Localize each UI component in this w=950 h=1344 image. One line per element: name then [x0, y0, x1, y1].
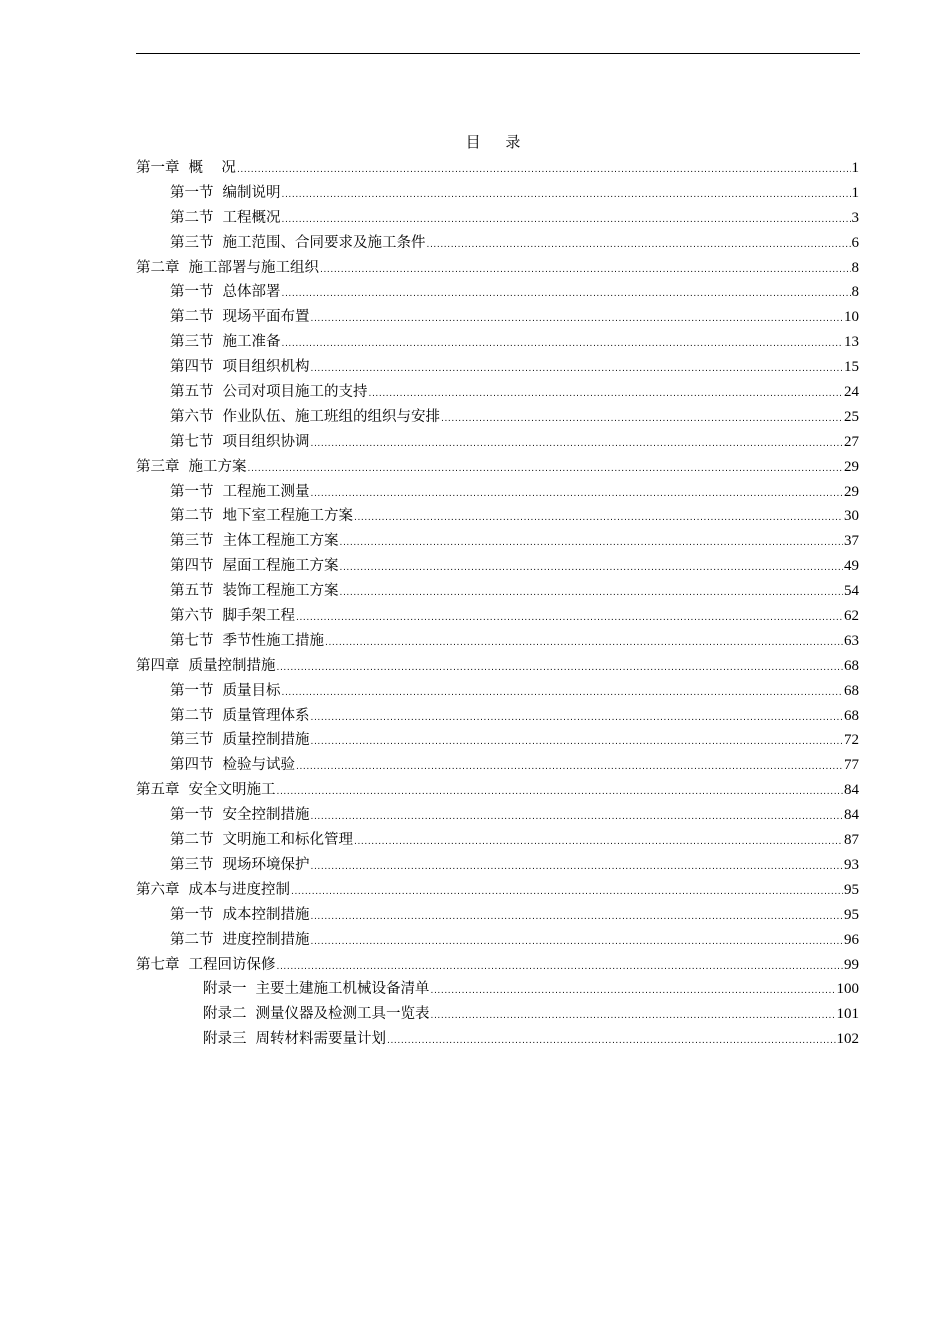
- toc-dot-leader: [291, 880, 843, 905]
- toc-entry-number: 第四节: [170, 558, 214, 575]
- toc-entry-title: 工程施工测量: [222, 483, 310, 500]
- toc-entry[interactable]: [136, 330, 859, 355]
- toc-entry[interactable]: [136, 654, 859, 679]
- toc-entry-number: 第六节: [170, 608, 214, 625]
- toc-entry-number: 第三节: [170, 732, 214, 749]
- toc-entry-number: 第七章: [136, 956, 180, 973]
- toc-entry[interactable]: [136, 355, 859, 380]
- toc-entry-page: 95: [844, 881, 859, 898]
- toc-entry-title: 主要土建施工机械设备清单: [255, 981, 430, 998]
- toc-dot-leader: [282, 332, 844, 357]
- toc-dot-leader: [354, 506, 843, 531]
- toc-entry-page: 100: [836, 981, 859, 998]
- toc-dot-leader: [296, 755, 843, 780]
- toc-entry[interactable]: [136, 206, 859, 231]
- toc-entry-title: 工程回访保修: [188, 956, 276, 973]
- toc-entry[interactable]: [136, 156, 859, 181]
- toc-entry[interactable]: [136, 579, 859, 604]
- toc-entry-page: 10: [844, 309, 859, 326]
- toc-entry-number: 附录三: [203, 1031, 247, 1048]
- toc-entry-page: 102: [836, 1031, 859, 1048]
- toc-entry-number: 第二节: [170, 309, 214, 326]
- toc-entry-page: 87: [844, 832, 859, 849]
- toc-dot-leader: [387, 1029, 836, 1054]
- toc-entry-title: 工程概况: [222, 209, 281, 226]
- toc-entry-page: 84: [844, 807, 859, 824]
- toc-entry-number: 第七节: [170, 632, 214, 649]
- toc-entry-number: 第一节: [170, 682, 214, 699]
- toc-entry-number: 第六节: [170, 408, 214, 425]
- toc-dot-leader: [248, 457, 844, 482]
- toc-entry-page: 8: [851, 284, 859, 301]
- toc-entry-number: 第四节: [170, 757, 214, 774]
- toc-entry-number: 第一章: [136, 160, 180, 176]
- toc-entry[interactable]: [136, 529, 859, 554]
- toc-dot-leader: [311, 730, 844, 755]
- header-rule: [136, 53, 860, 54]
- toc-entry-title: 安全控制措施: [222, 807, 310, 824]
- toc-dot-leader: [311, 432, 844, 457]
- toc-entry-page: 27: [844, 433, 859, 450]
- toc-entry-page: 30: [844, 508, 859, 525]
- toc-entry-number: 第二节: [170, 931, 214, 948]
- toc-dot-leader: [431, 1004, 836, 1029]
- toc-entry-title: 检验与试验: [222, 757, 295, 774]
- toc-entry[interactable]: [136, 305, 859, 330]
- toc-entry-page: 15: [844, 359, 859, 376]
- toc-dot-leader: [282, 208, 851, 233]
- toc-entry[interactable]: [136, 629, 859, 654]
- toc-dot-leader: [296, 606, 843, 631]
- toc-entry[interactable]: [136, 231, 859, 256]
- toc-entry-page: 25: [844, 408, 859, 425]
- toc-entry-number: 第四章: [136, 657, 180, 674]
- toc-entry-number: 第一节: [170, 184, 214, 201]
- toc-entry-number: 第七节: [170, 433, 214, 450]
- toc-entry-number: 第二节: [170, 508, 214, 525]
- toc-dot-leader: [340, 581, 844, 606]
- toc-entry-page: 29: [844, 458, 859, 475]
- toc-entry-page: 95: [844, 906, 859, 923]
- toc-dot-leader: [431, 979, 836, 1004]
- toc-dot-leader: [311, 706, 844, 731]
- toc-entry[interactable]: [136, 554, 859, 579]
- toc-entry-page: 68: [844, 657, 859, 674]
- toc-entry-title: 现场平面布置: [222, 309, 310, 326]
- toc-entry-title: 质量管理体系: [222, 707, 310, 724]
- toc-dot-leader: [320, 258, 851, 283]
- toc-dot-leader: [311, 855, 844, 880]
- toc-entry-page: 54: [844, 583, 859, 600]
- toc-entry-number: 附录二: [203, 1006, 247, 1023]
- toc-entry-page: 13: [844, 334, 859, 351]
- toc-entry[interactable]: [136, 753, 859, 778]
- toc-entry-title: 现场环境保护: [222, 856, 310, 873]
- toc-entry-title: 质量目标: [222, 682, 281, 699]
- toc-entry[interactable]: [136, 1002, 859, 1027]
- toc-entry-title: 编制说明: [222, 184, 281, 201]
- toc-dot-leader: [311, 805, 844, 830]
- toc-entry-number: 第五节: [170, 583, 214, 600]
- toc-entry[interactable]: [136, 405, 859, 430]
- toc-entry-page: 24: [844, 384, 859, 401]
- toc-dot-leader: [277, 780, 844, 805]
- toc-entry-title: 施工准备: [222, 334, 281, 351]
- toc-entry-title: 屋面工程施工方案: [222, 558, 339, 575]
- toc-entry-number: 第四节: [170, 359, 214, 376]
- toc-entry[interactable]: [136, 953, 859, 978]
- toc-entry-title: 文明施工和标化管理: [222, 832, 353, 849]
- toc-entry-page: 6: [851, 234, 859, 251]
- toc-dot-leader: [311, 905, 844, 930]
- toc-entry-number: 第三节: [170, 533, 214, 550]
- toc-dot-leader: [311, 307, 844, 332]
- toc-entry-title: 装饰工程施工方案: [222, 583, 339, 600]
- toc-entry-page: 3: [851, 209, 859, 226]
- toc-entry[interactable]: [136, 803, 859, 828]
- toc-entry-title: 项目组织协调: [222, 433, 310, 450]
- toc-entry[interactable]: [136, 704, 859, 729]
- toc-dot-leader: [311, 482, 844, 507]
- toc-entry-number: 第二节: [170, 832, 214, 849]
- toc-dot-leader: [282, 282, 851, 307]
- toc-entry-title: 公司对项目施工的支持: [222, 384, 368, 401]
- toc-entry-title: 主体工程施工方案: [222, 533, 339, 550]
- toc-entry-title: 质量控制措施: [222, 732, 310, 749]
- toc-entry-page: 49: [844, 558, 859, 575]
- toc-entry-title: 安全文明施工: [188, 782, 276, 799]
- toc-entry-page: 1: [851, 184, 859, 201]
- toc-entry[interactable]: [136, 977, 859, 1002]
- toc-entry-page: 68: [844, 707, 859, 724]
- toc-entry-number: 第五章: [136, 782, 180, 799]
- toc-entry[interactable]: [136, 728, 859, 753]
- toc-entry-number: 第一节: [170, 284, 214, 301]
- toc-dot-leader: [311, 930, 844, 955]
- toc-entry-title: 作业队伍、施工班组的组织与安排: [222, 408, 440, 425]
- toc-entry-page: 63: [844, 632, 859, 649]
- toc-dot-leader: [282, 183, 851, 208]
- toc-entry-number: 附录一: [203, 981, 247, 998]
- toc-entry[interactable]: [136, 928, 859, 953]
- toc-dot-leader: [441, 407, 843, 432]
- toc-entry[interactable]: [136, 480, 859, 505]
- toc-entry-title: 周转材料需要量计划: [255, 1031, 386, 1048]
- toc-entry-page: 77: [844, 757, 859, 774]
- toc-entry-number: 第一节: [170, 906, 214, 923]
- toc-entry-title: 测量仪器及检测工具一览表: [255, 1006, 430, 1023]
- toc-dot-leader: [277, 656, 844, 681]
- toc-entry-page: 84: [844, 782, 859, 799]
- toc-entry-number: 第五节: [170, 384, 214, 401]
- toc-dot-leader: [282, 681, 844, 706]
- toc-entry-page: 99: [844, 956, 859, 973]
- toc-entry-title: 季节性施工措施: [222, 632, 324, 649]
- toc-entry-title: 地下室工程施工方案: [222, 508, 353, 525]
- toc-entry-number: 第六章: [136, 881, 180, 898]
- toc-title: 目 录: [465, 133, 531, 151]
- table-of-contents: [136, 156, 859, 1052]
- toc-entry-page: 1: [851, 160, 859, 176]
- toc-dot-leader: [340, 556, 844, 581]
- toc-entry-page: 96: [844, 931, 859, 948]
- toc-entry[interactable]: [136, 903, 859, 928]
- toc-entry-title: 概 况: [188, 160, 236, 176]
- toc-entry-title: 总体部署: [222, 284, 281, 301]
- toc-dot-leader: [237, 158, 851, 183]
- toc-entry-page: 37: [844, 533, 859, 550]
- toc-dot-leader: [427, 233, 851, 258]
- toc-entry-number: 第二章: [136, 259, 180, 276]
- toc-dot-leader: [277, 955, 844, 980]
- toc-entry[interactable]: [136, 878, 859, 903]
- toc-dot-leader: [340, 531, 844, 556]
- toc-entry-page: 68: [844, 682, 859, 699]
- toc-entry-title: 质量控制措施: [188, 657, 276, 674]
- toc-entry[interactable]: [136, 504, 859, 529]
- toc-entry-title: 成本与进度控制: [188, 881, 290, 898]
- toc-entry-number: 第一节: [170, 483, 214, 500]
- toc-entry-page: 101: [836, 1006, 859, 1023]
- toc-entry-title: 成本控制措施: [222, 906, 310, 923]
- toc-entry-number: 第二节: [170, 209, 214, 226]
- toc-entry-number: 第三章: [136, 458, 180, 475]
- toc-entry-number: 第二节: [170, 707, 214, 724]
- toc-entry[interactable]: [136, 256, 859, 281]
- toc-dot-leader: [311, 357, 844, 382]
- toc-dot-leader: [354, 830, 843, 855]
- toc-entry-title: 脚手架工程: [222, 608, 295, 625]
- toc-dot-leader: [369, 382, 844, 407]
- toc-entry-title: 进度控制措施: [222, 931, 310, 948]
- toc-dot-leader: [325, 631, 843, 656]
- toc-entry[interactable]: [136, 181, 859, 206]
- toc-entry-number: 第三节: [170, 234, 214, 251]
- toc-entry[interactable]: [136, 604, 859, 629]
- toc-entry-title: 项目组织机构: [222, 359, 310, 376]
- toc-entry-page: 8: [851, 259, 859, 276]
- toc-entry[interactable]: [136, 778, 859, 803]
- toc-entry[interactable]: [136, 828, 859, 853]
- toc-entry-title: 施工部署与施工组织: [188, 259, 319, 276]
- toc-entry[interactable]: [136, 430, 859, 455]
- toc-entry-number: 第三节: [170, 334, 214, 351]
- toc-entry[interactable]: [136, 380, 859, 405]
- toc-entry-page: 29: [844, 483, 859, 500]
- toc-entry-page: 93: [844, 856, 859, 873]
- toc-entry-title: 施工范围、合同要求及施工条件: [222, 234, 426, 251]
- toc-entry[interactable]: [136, 280, 859, 305]
- toc-entry[interactable]: [136, 455, 859, 480]
- toc-entry-number: 第三节: [170, 856, 214, 873]
- toc-entry-number: 第一节: [170, 807, 214, 824]
- toc-entry[interactable]: [136, 853, 859, 878]
- toc-entry-title: 施工方案: [188, 458, 247, 475]
- toc-entry-page: 62: [844, 608, 859, 625]
- toc-entry[interactable]: [136, 679, 859, 704]
- toc-entry-page: 72: [844, 732, 859, 749]
- toc-entry[interactable]: [136, 1027, 859, 1052]
